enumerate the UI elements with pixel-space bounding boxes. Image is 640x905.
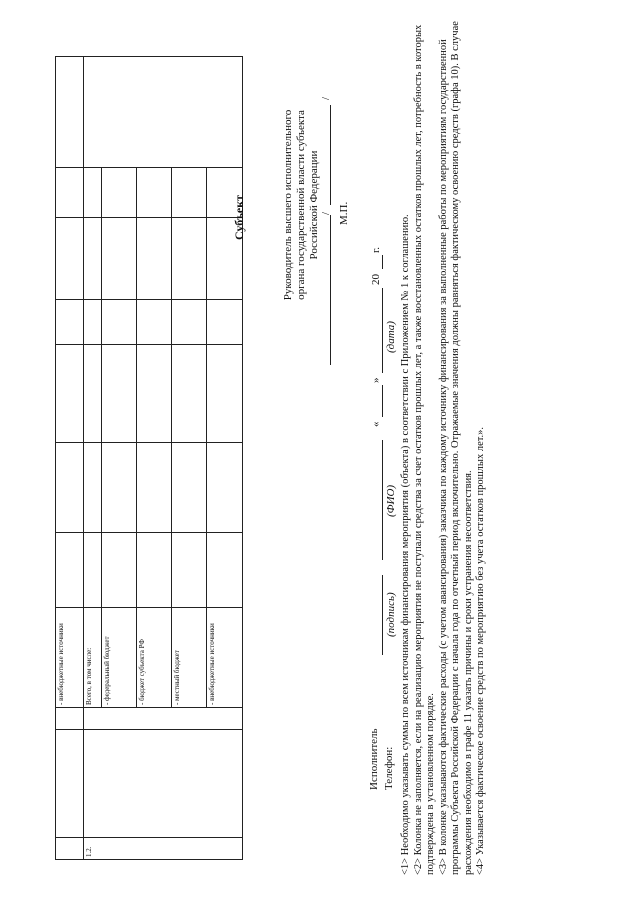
year-suffix: г. (370, 246, 382, 253)
source-cell: - внебюджетные источники (56, 608, 84, 708)
signature-line (330, 215, 331, 365)
phone-label: Телефон: (383, 746, 395, 790)
source-cell: - внебюджетные источники (207, 608, 243, 708)
mp-label: М.П. (338, 201, 350, 225)
table-row (84, 57, 102, 860)
table-row (56, 57, 84, 860)
head-title: Руководитель высшего исполнительного органа государственной власти субъекта Российской Федерации (282, 109, 320, 301)
podpis-line (382, 575, 383, 655)
fio-label: (ФИО) (385, 484, 397, 517)
row-number: 1.2. (84, 838, 243, 860)
total-label: Всего, в том числе: (84, 608, 102, 708)
fio-line (382, 440, 383, 560)
day-line (382, 385, 383, 417)
footnote-4: <4> Указывается фактическое освоение средств по мероприятию без учета остатков прошлых лет.». (475, 426, 486, 875)
podpis-label: (подпись) (385, 592, 397, 637)
footnote-2: <2> Колонка не заполняется, если на реализацию мероприятия не поступали средства за счет остатков прошлых лет, а также восстановленных остатков прошлых лет, потребность в которых подтверждена в установленном порядке. (412, 24, 436, 875)
slash: / (320, 211, 332, 215)
footnote-1: <1> Необходимо указывать суммы по всем источникам финансирования мероприятия (объекта) в соответствии с Приложением № 1 к соглашению. (400, 214, 411, 875)
year-line (382, 255, 383, 269)
executor-label: Исполнитель (368, 728, 380, 790)
slash: / (320, 96, 332, 100)
subject-heading: Субъект (232, 194, 246, 240)
footnotes (400, 15, 488, 875)
source-cell: - бюджет субъекта РФ (137, 608, 172, 708)
date-label: (дата) (385, 321, 397, 353)
date-open: « (370, 421, 382, 427)
year-prefix: 20 (370, 274, 382, 285)
report-table (55, 56, 243, 860)
footnote-3: <3> В колонке указываются фактические расходы (с учетом авансирования) заказчика по каждому источнику финансирования за выполненные работы по мероприятиям государственной программы Субъекта Российской Федерации с начала года по отчетный период включительно. Отражаемые значения должны равняться фактическому освоению средств (графа 10). В случае расхождения необходимо в графе 11 указать причины и сроки устранения несоответствия. (437, 21, 474, 875)
source-cell: - местный бюджет (172, 608, 207, 708)
source-cell: - федеральный бюджет (102, 608, 137, 708)
date-close: » (370, 377, 382, 383)
month-line (382, 288, 383, 373)
name-line (330, 105, 331, 205)
